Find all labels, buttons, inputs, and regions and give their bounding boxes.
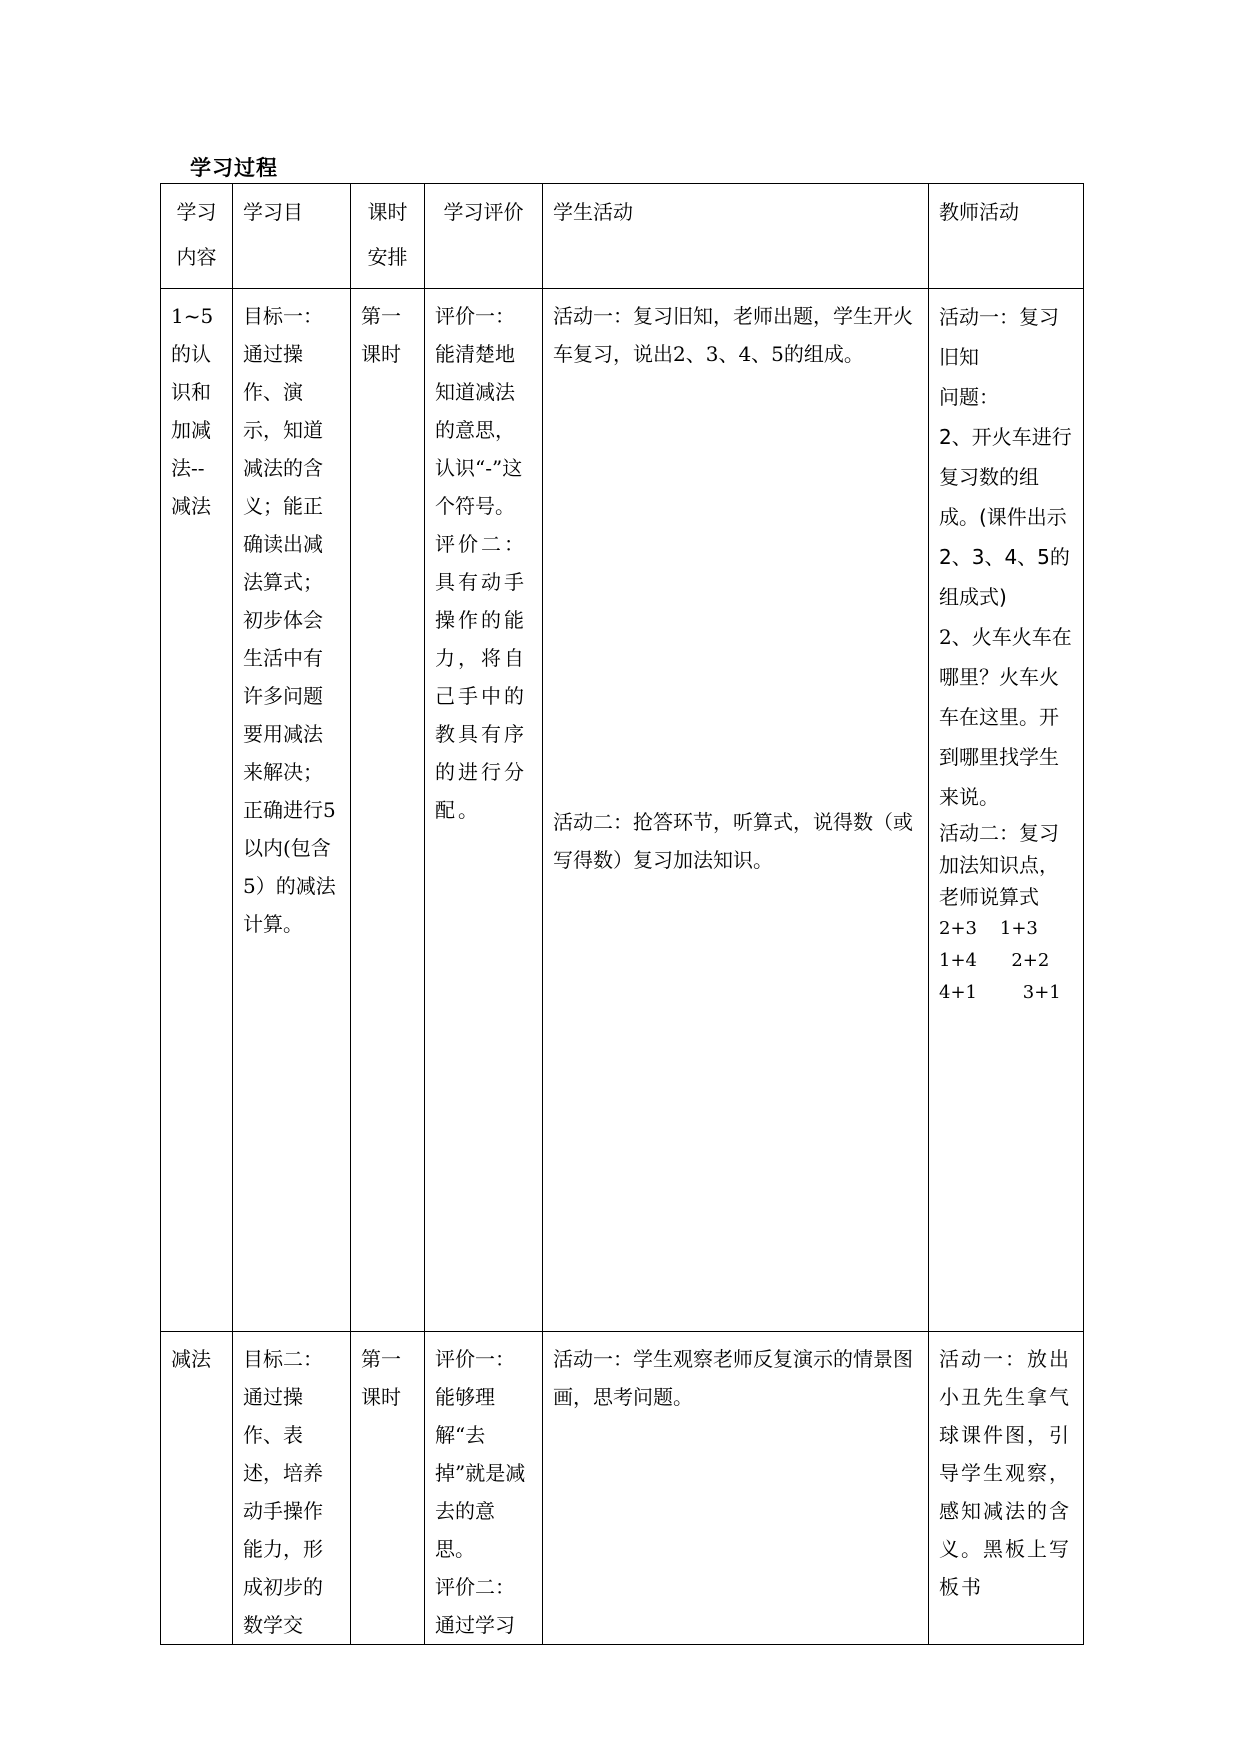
cell-evaluation	[425, 1332, 543, 1645]
teacher-activity-one: 活动一：复习旧知	[939, 305, 1059, 369]
teacher-activity-train: 2、开火车进行复习数的组成。(课件出示2、3、4、5的组成式)	[939, 425, 1072, 609]
formula-line-1: 2+3 1+3	[939, 918, 1038, 939]
header-goal: 学习目	[233, 184, 351, 289]
header-student-activity: 学生活动	[543, 184, 929, 289]
evaluation-one: 评价一：能清楚地知道减法的意思，认识“-”这个符号。	[435, 304, 523, 518]
cell-content: 减法	[161, 1332, 233, 1645]
evaluation-one: 评价一：能够理解“去掉”就是减去的意思。	[435, 1347, 526, 1561]
cell-evaluation	[425, 289, 543, 1332]
formula-line-3: 4+1 3+1	[939, 982, 1061, 1003]
cell-period: 第一课时	[351, 1332, 425, 1645]
cell-teacher-activity	[929, 289, 1084, 1332]
evaluation-two: 评价二：具有动手操作的能力，将自己手中的教具有序的进行分配。	[435, 532, 527, 822]
cell-teacher-activity	[929, 1332, 1084, 1645]
teacher-activity-two: 活动二：复习加法知识点，老师说算式	[939, 821, 1059, 909]
cell-period: 第一课时	[351, 289, 425, 1332]
header-evaluation: 学习评价	[425, 184, 543, 289]
cell-student-activity	[543, 1332, 929, 1645]
table-row	[161, 289, 1084, 1332]
cell-content: 1~5的认识和加减法--减法	[161, 289, 233, 1332]
cell-student-activity	[543, 289, 929, 1332]
student-activity-two: 活动二：抢答环节，听算式，说得数（或写得数）复习加法知识。	[553, 810, 913, 872]
student-activity-one: 活动一：复习旧知，老师出题，学生开火车复习，说出2、3、4、5的组成。	[553, 304, 913, 366]
lesson-process-table	[160, 183, 1084, 1645]
header-period: 课时安排	[351, 184, 425, 289]
student-activity-one: 活动一：学生观察老师反复演示的情景图画，思考问题。	[553, 1347, 913, 1409]
table-header-row	[161, 184, 1084, 289]
teacher-activity-one: 活动一：放出小丑先生拿气球课件图，引导学生观察，感知减法的含义。黑板上写板书	[939, 1347, 1071, 1599]
cell-goal: 目标一：通过操作、演示，知道减法的含义；能正确读出减法算式；初步体会生活中有许多问题要用减法来解决；正确进行5以内(包含5）的减法计算。	[233, 289, 351, 1332]
evaluation-two: 评价二：通过学习	[435, 1575, 515, 1637]
cell-goal: 目标二：通过操作、表述，培养动手操作能力，形成初步的数学交	[233, 1332, 351, 1645]
table-row	[161, 1332, 1084, 1645]
teacher-activity-question: 问题：	[939, 385, 999, 409]
teacher-activity-chant: 2、火车火车在哪里？火车火车在这里。开到哪里找学生来说。	[939, 625, 1072, 809]
formula-line-2: 1+4 2+2	[939, 950, 1050, 971]
section-heading: 学习过程	[190, 156, 278, 180]
header-teacher-activity: 教师活动	[929, 184, 1084, 289]
header-content: 学习内容	[161, 184, 233, 289]
